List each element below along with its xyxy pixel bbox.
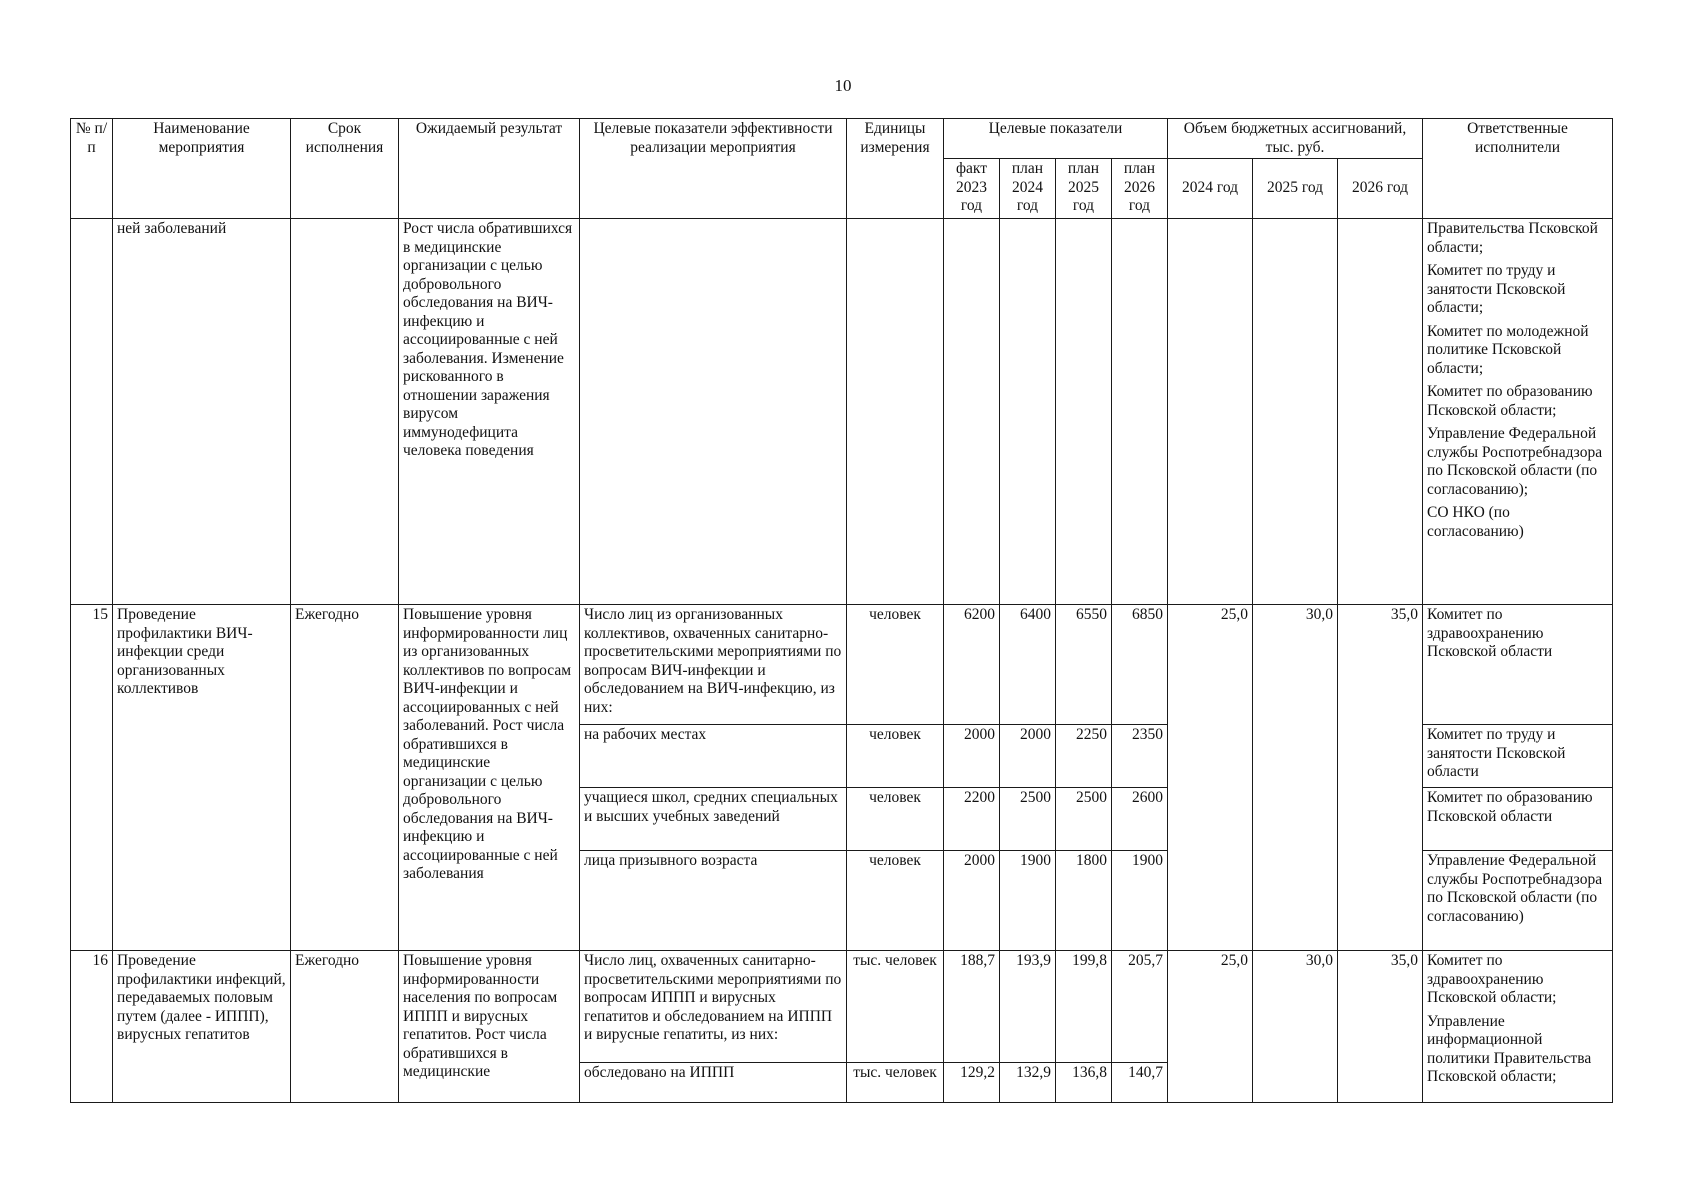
value-2024: 1900: [1000, 851, 1056, 951]
row-number: 16: [71, 951, 113, 1103]
value-2025: 136,8: [1056, 1063, 1112, 1103]
responsible: Управление Федеральной службы Роспотребнадзора по Псковской области (по согласованию): [1423, 851, 1613, 951]
value-2025: 2250: [1056, 725, 1112, 788]
value-2023: 129,2: [944, 1063, 1000, 1103]
responsible-item: СО НКО (по согласованию): [1427, 504, 1524, 540]
responsible-item: Управление информационной политики Правительства Псковской области;: [1427, 1012, 1592, 1085]
header-term: Срок исполнения: [291, 119, 399, 219]
indicator: обследовано на ИППП: [580, 1063, 847, 1103]
execution-term: Ежегодно: [291, 605, 399, 951]
value-2023: 6200: [944, 605, 1000, 725]
responsible: [1423, 951, 1613, 1103]
value-2026: 140,7: [1112, 1063, 1168, 1103]
value-2025: 199,8: [1056, 951, 1112, 1063]
unit: человек: [847, 851, 944, 951]
responsible-item: Комитет по молодежной политике Псковской области;: [1427, 322, 1589, 377]
header-target-2023: факт 2023 год: [944, 159, 1000, 219]
header-no: № п/п: [71, 119, 113, 219]
value-2026: 2600: [1112, 788, 1168, 851]
responsible: Комитет по образованию Псковской области: [1423, 788, 1613, 851]
execution-term: Ежегодно: [291, 951, 399, 1103]
value-2024: 6400: [1000, 605, 1056, 725]
unit: тыс. человек: [847, 1063, 944, 1103]
value-2024: 193,9: [1000, 951, 1056, 1063]
header-result: Ожидаемый результат: [399, 119, 580, 219]
value-2026: 6850: [1112, 605, 1168, 725]
budget-2026: 35,0: [1338, 605, 1423, 951]
budget-2025: 30,0: [1253, 951, 1338, 1103]
header-target-2026: план 2026 год: [1112, 159, 1168, 219]
cont-responsible: [1423, 219, 1613, 605]
value-2023: 2000: [944, 725, 1000, 788]
table-row-15: [71, 605, 1613, 725]
header-target-2025: план 2025 год: [1056, 159, 1112, 219]
header-budget-2024: 2024 год: [1168, 159, 1253, 219]
responsible: Комитет по здравоохранению Псковской области: [1423, 605, 1613, 725]
value-2023: 188,7: [944, 951, 1000, 1063]
unit: человек: [847, 605, 944, 725]
responsible-item: Комитет по образованию Псковской области;: [1427, 383, 1593, 419]
header-budget-group: Объем бюджетных ассигнований, тыс. руб.: [1168, 119, 1423, 159]
cont-name: ней заболеваний: [113, 219, 291, 605]
row-number: 15: [71, 605, 113, 951]
value-2025: 6550: [1056, 605, 1112, 725]
indicator: лица призывного возраста: [580, 851, 847, 951]
value-2024: 2500: [1000, 788, 1056, 851]
indicator: Число лиц, охваченных санитарно-просветительскими мероприятиями по вопросам ИППП и вирусных гепатитов и обследованием на ИППП и вирусные гепатиты, из них:: [580, 951, 847, 1063]
value-2023: 2200: [944, 788, 1000, 851]
unit: человек: [847, 788, 944, 851]
cont-result: Рост числа обратившихся в медицинские организации с целью добровольного обследования на ВИЧ-инфекцию и ассоциированные с ней заболевания. Изменение рискованного в отношении заражения вирусом иммунодефицита человека поведения: [399, 219, 580, 605]
activities-table: [70, 118, 1613, 1103]
header-budget-2025: 2025 год: [1253, 159, 1338, 219]
activity-name: Проведение профилактики инфекций, передаваемых половым путем (далее - ИППП), вирусных гепатитов: [113, 951, 291, 1103]
activity-name: Проведение профилактики ВИЧ-инфекции среди организованных коллективов: [113, 605, 291, 951]
value-2025: 1800: [1056, 851, 1112, 951]
responsible-item: Правительства Псковской области;: [1427, 220, 1598, 256]
value-2023: 2000: [944, 851, 1000, 951]
expected-result: Повышение уровня информированности лиц из организованных коллективов по вопросам ВИЧ-инфекции и ассоциированных с ней заболеваний. Рост числа обратившихся в медицинские организации с целью добровольного обследования на ВИЧ-инфекцию и ассоциированные с ней заболевания: [399, 605, 580, 951]
unit: человек: [847, 725, 944, 788]
table-row-continuation: [71, 219, 1613, 605]
budget-2025: 30,0: [1253, 605, 1338, 951]
value-2025: 2500: [1056, 788, 1112, 851]
indicator: учащиеся школ, средних специальных и высших учебных заведений: [580, 788, 847, 851]
responsible-item: Комитет по здравоохранению Псковской области;: [1427, 952, 1557, 1006]
header-units: Единицы измерения: [847, 119, 944, 219]
value-2026: 1900: [1112, 851, 1168, 951]
header-indicators: Целевые показатели эффективности реализации мероприятия: [580, 119, 847, 219]
responsible: Комитет по труду и занятости Псковской области: [1423, 725, 1613, 788]
budget-2026: 35,0: [1338, 951, 1423, 1103]
value-2024: 2000: [1000, 725, 1056, 788]
page-number: 10: [834, 76, 852, 95]
value-2024: 132,9: [1000, 1063, 1056, 1103]
indicator: на рабочих местах: [580, 725, 847, 788]
value-2026: 2350: [1112, 725, 1168, 788]
indicator: Число лиц из организованных коллективов, охваченных санитарно-просветительскими мероприятиями по вопросам ВИЧ-инфекции и обследованием на ВИЧ-инфекцию, из них:: [580, 605, 847, 725]
unit: тыс. человек: [847, 951, 944, 1063]
responsible-item: Комитет по труду и занятости Псковской области;: [1427, 262, 1566, 316]
value-2026: 205,7: [1112, 951, 1168, 1063]
table-row-16: [71, 951, 1613, 1063]
header-name: Наименование мероприятия: [113, 119, 291, 219]
budget-2024: 25,0: [1168, 605, 1253, 951]
budget-2024: 25,0: [1168, 951, 1253, 1103]
header-targets-group: Целевые показатели: [944, 119, 1168, 159]
header-budget-2026: 2026 год: [1338, 159, 1423, 219]
header-responsible: Ответственные исполнители: [1423, 119, 1613, 219]
expected-result: Повышение уровня информированности населения по вопросам ИППП и вирусных гепатитов. Рост числа обратившихся в медицинские: [399, 951, 580, 1103]
responsible-item: Управление Федеральной службы Роспотребнадзора по Псковской области (по согласованию);: [1427, 425, 1603, 498]
header-target-2024: план 2024 год: [1000, 159, 1056, 219]
